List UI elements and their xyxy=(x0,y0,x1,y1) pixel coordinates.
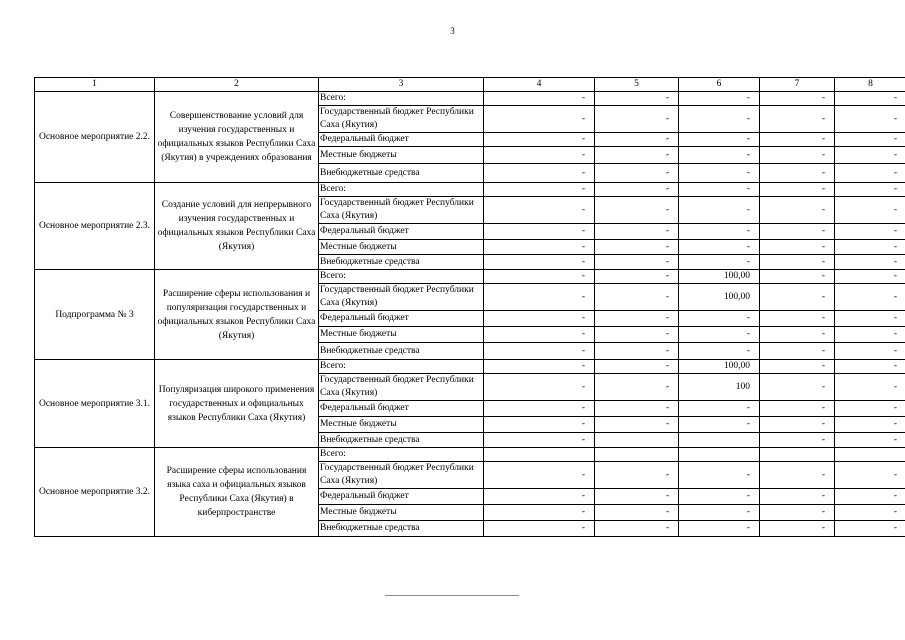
value-cell: - xyxy=(760,374,835,401)
value-cell: - xyxy=(595,284,679,311)
value-cell: - xyxy=(835,106,905,133)
value-cell: - xyxy=(484,311,595,327)
funding-source: Внебюджетные средства xyxy=(319,433,484,448)
value-cell: - xyxy=(679,417,760,433)
value-cell: - xyxy=(595,462,679,489)
value-cell: - xyxy=(679,401,760,417)
value-cell: - xyxy=(760,521,835,537)
value-cell: - xyxy=(484,270,595,284)
value-cell: - xyxy=(595,343,679,360)
funding-source: Федеральный бюджет xyxy=(319,311,484,327)
value-cell: - xyxy=(835,433,905,448)
footer-divider xyxy=(385,595,519,596)
value-cell: - xyxy=(679,92,760,106)
funding-source: Внебюджетные средства xyxy=(319,164,484,183)
funding-source: Внебюджетные средства xyxy=(319,521,484,537)
funding-source: Местные бюджеты xyxy=(319,505,484,521)
value-cell: - xyxy=(679,489,760,505)
value-cell: - xyxy=(595,92,679,106)
value-cell: - xyxy=(595,164,679,183)
value-cell: - xyxy=(595,401,679,417)
table-row xyxy=(35,448,905,462)
value-cell: - xyxy=(835,343,905,360)
value-cell: - xyxy=(835,360,905,374)
value-cell: - xyxy=(484,374,595,401)
value-cell: - xyxy=(484,106,595,133)
value-cell: - xyxy=(595,374,679,401)
value-cell: - xyxy=(484,224,595,240)
value-cell: - xyxy=(595,197,679,224)
value-cell: - xyxy=(484,240,595,255)
value-cell: - xyxy=(835,224,905,240)
value-cell: - xyxy=(484,462,595,489)
value-cell xyxy=(484,448,595,462)
value-cell: - xyxy=(760,433,835,448)
value-cell: - xyxy=(760,489,835,505)
value-cell: - xyxy=(679,327,760,343)
value-cell: - xyxy=(760,505,835,521)
value-cell: - xyxy=(484,92,595,106)
funding-source: Государственный бюджет Республики Саха (Якутия) xyxy=(319,197,484,224)
value-cell xyxy=(679,433,760,448)
budget-table xyxy=(34,77,905,537)
value-cell: - xyxy=(484,183,595,197)
section-description: Расширение сферы использования и популяризация государственных и официальных языков Республики Саха (Якутия) xyxy=(155,270,319,360)
value-cell: - xyxy=(679,521,760,537)
value-cell: - xyxy=(835,164,905,183)
value-cell: - xyxy=(835,327,905,343)
value-cell: - xyxy=(760,311,835,327)
value-cell: - xyxy=(595,255,679,270)
value-cell: - xyxy=(595,360,679,374)
header-cell: 1 xyxy=(35,78,155,92)
value-cell: - xyxy=(595,183,679,197)
value-cell: - xyxy=(760,106,835,133)
value-cell xyxy=(595,433,679,448)
funding-source: Всего: xyxy=(319,183,484,197)
section-description: Расширение сферы использования языка саха и официальных языков Республики Саха (Якутия) в киберпространстве xyxy=(155,448,319,537)
section-name: Основное мероприятие 2.3. xyxy=(35,183,155,270)
value-cell: 100,00 xyxy=(679,270,760,284)
value-cell xyxy=(760,448,835,462)
value-cell: - xyxy=(595,521,679,537)
value-cell: - xyxy=(835,284,905,311)
value-cell: - xyxy=(595,106,679,133)
value-cell: - xyxy=(595,417,679,433)
value-cell: - xyxy=(760,92,835,106)
value-cell: - xyxy=(835,521,905,537)
value-cell: - xyxy=(760,417,835,433)
header-row xyxy=(35,78,905,92)
value-cell: - xyxy=(835,311,905,327)
funding-source: Местные бюджеты xyxy=(319,417,484,433)
value-cell: - xyxy=(835,183,905,197)
funding-source: Всего: xyxy=(319,270,484,284)
header-cell: 3 xyxy=(319,78,484,92)
value-cell: - xyxy=(595,489,679,505)
value-cell: - xyxy=(760,360,835,374)
header-cell: 8 xyxy=(835,78,905,92)
value-cell: - xyxy=(760,327,835,343)
value-cell: - xyxy=(835,401,905,417)
funding-source: Государственный бюджет Республики Саха (Якутия) xyxy=(319,106,484,133)
value-cell: - xyxy=(679,240,760,255)
header-cell: 5 xyxy=(595,78,679,92)
value-cell: - xyxy=(760,462,835,489)
value-cell: - xyxy=(484,343,595,360)
value-cell: - xyxy=(760,343,835,360)
value-cell: - xyxy=(835,92,905,106)
funding-source: Всего: xyxy=(319,92,484,106)
section-description: Совершенствование условий для изучения государственных и официальных языков Республики Саха (Якутия) в учреждениях образования xyxy=(155,92,319,183)
value-cell: 100 xyxy=(679,374,760,401)
funding-source: Внебюджетные средства xyxy=(319,255,484,270)
funding-source: Внебюджетные средства xyxy=(319,343,484,360)
funding-source: Федеральный бюджет xyxy=(319,489,484,505)
value-cell: - xyxy=(835,489,905,505)
value-cell: - xyxy=(835,417,905,433)
page-number: 3 xyxy=(450,26,455,36)
value-cell: - xyxy=(484,255,595,270)
section-name: Основное мероприятие 3.2. xyxy=(35,448,155,537)
value-cell: - xyxy=(760,197,835,224)
value-cell: - xyxy=(679,311,760,327)
value-cell: - xyxy=(760,401,835,417)
value-cell: 100,00 xyxy=(679,360,760,374)
value-cell: - xyxy=(484,489,595,505)
value-cell: - xyxy=(484,360,595,374)
value-cell: - xyxy=(679,462,760,489)
value-cell: - xyxy=(595,240,679,255)
value-cell: - xyxy=(595,505,679,521)
value-cell: - xyxy=(679,197,760,224)
value-cell: 100,00 xyxy=(679,284,760,311)
value-cell: - xyxy=(679,106,760,133)
value-cell: - xyxy=(760,147,835,164)
value-cell: - xyxy=(484,197,595,224)
value-cell: - xyxy=(484,401,595,417)
value-cell: - xyxy=(835,270,905,284)
value-cell: - xyxy=(484,284,595,311)
value-cell: - xyxy=(679,255,760,270)
table-row xyxy=(35,270,905,284)
value-cell: - xyxy=(679,505,760,521)
value-cell: - xyxy=(484,147,595,164)
value-cell: - xyxy=(835,462,905,489)
value-cell: - xyxy=(835,255,905,270)
value-cell: - xyxy=(484,505,595,521)
value-cell: - xyxy=(760,240,835,255)
value-cell: - xyxy=(835,147,905,164)
section-name: Основное мероприятие 3.1. xyxy=(35,360,155,448)
table-row xyxy=(35,360,905,374)
value-cell: - xyxy=(835,505,905,521)
section-description: Популяризация широкого применения государственных и официальных языков Республики Саха (Якутия) xyxy=(155,360,319,448)
value-cell xyxy=(595,448,679,462)
value-cell: - xyxy=(595,147,679,164)
header-cell: 4 xyxy=(484,78,595,92)
value-cell xyxy=(835,448,905,462)
value-cell: - xyxy=(760,224,835,240)
funding-source: Федеральный бюджет xyxy=(319,133,484,147)
value-cell: - xyxy=(679,224,760,240)
value-cell: - xyxy=(595,311,679,327)
value-cell: - xyxy=(760,133,835,147)
value-cell: - xyxy=(484,433,595,448)
table-row xyxy=(35,183,905,197)
funding-source: Местные бюджеты xyxy=(319,327,484,343)
value-cell: - xyxy=(595,133,679,147)
value-cell: - xyxy=(760,183,835,197)
funding-source: Местные бюджеты xyxy=(319,240,484,255)
header-cell: 2 xyxy=(155,78,319,92)
funding-source: Федеральный бюджет xyxy=(319,224,484,240)
value-cell: - xyxy=(760,270,835,284)
section-description: Создание условий для непрерывного изучения государственных и официальных языков Республики Саха (Якутия) xyxy=(155,183,319,270)
funding-source: Всего: xyxy=(319,360,484,374)
value-cell: - xyxy=(679,183,760,197)
value-cell: - xyxy=(679,343,760,360)
value-cell: - xyxy=(595,327,679,343)
funding-source: Всего: xyxy=(319,448,484,462)
value-cell: - xyxy=(484,521,595,537)
value-cell: - xyxy=(835,374,905,401)
value-cell: - xyxy=(835,197,905,224)
value-cell: - xyxy=(484,417,595,433)
value-cell: - xyxy=(679,147,760,164)
value-cell: - xyxy=(679,133,760,147)
header-cell: 6 xyxy=(679,78,760,92)
funding-source: Государственный бюджет Республики Саха (Якутия) xyxy=(319,462,484,489)
value-cell: - xyxy=(484,133,595,147)
value-cell: - xyxy=(835,240,905,255)
section-name: Подпрограмма № 3 xyxy=(35,270,155,360)
value-cell: - xyxy=(760,164,835,183)
value-cell: - xyxy=(760,255,835,270)
value-cell: - xyxy=(595,270,679,284)
value-cell: - xyxy=(484,164,595,183)
funding-source: Государственный бюджет Республики Саха (Якутия) xyxy=(319,284,484,311)
table-row xyxy=(35,92,905,106)
funding-source: Государственный бюджет Республики Саха (Якутия) xyxy=(319,374,484,401)
section-name: Основное мероприятие 2.2. xyxy=(35,92,155,183)
value-cell: - xyxy=(595,224,679,240)
value-cell xyxy=(679,448,760,462)
value-cell: - xyxy=(679,164,760,183)
header-cell: 7 xyxy=(760,78,835,92)
value-cell: - xyxy=(484,327,595,343)
value-cell: - xyxy=(835,133,905,147)
funding-source: Местные бюджеты xyxy=(319,147,484,164)
value-cell: - xyxy=(760,284,835,311)
funding-source: Федеральный бюджет xyxy=(319,401,484,417)
